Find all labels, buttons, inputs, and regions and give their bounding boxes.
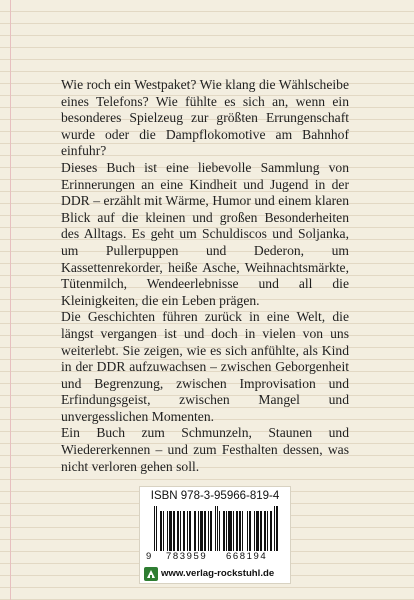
publisher-url: www.verlag-rockstuhl.de <box>161 568 275 579</box>
blurb-text <box>61 77 349 475</box>
barcode-left-digits: 783959 <box>166 551 208 562</box>
barcode-right-digits: 668194 <box>226 551 268 562</box>
publisher-line <box>144 566 288 581</box>
barcode-bar <box>276 506 277 551</box>
blurb-paragraph: Die Geschichten führen zurück in eine Welt, die längst vergangen ist und doch in vielen von uns weiterlebt. Sie zeigen, wie es sich anfühlte, als Kind in der DDR aufzuwachsen – zwischen Geborgenheit und Begrenzung, zwischen Improvisation und Erfindungsgeist, zwischen Mangel und unvergesslichen Momenten. <box>61 309 349 424</box>
blurb-paragraph: Ein Buch zum Schmunzeln, Staunen und Wiedererkennen – und zum Festhalten dessen, was nicht verloren gehen soll. <box>61 425 349 474</box>
barcode-first-digit: 9 <box>146 551 152 562</box>
barcode <box>154 506 280 551</box>
isbn-barcode-box <box>139 486 291 584</box>
blurb-paragraph: Dieses Buch ist eine liebevolle Sammlung von Erinnerungen an eine Kindheit und Jugend in der DDR – erzählt mit Wärme, Humor und einem klaren Blick auf die kleinen und großen Besonderheiten des Alltags. Es geht um Schuldiscos und Soljanka, um Pullerpuppen und Dederon, um Kassettenrekorder, heiße Asche, Weihnachtsmärkte, Tütenmilch, Wendeerlebnisse und all die Kleinigkeiten, die ein Leben prägen. <box>61 159 349 308</box>
blurb-paragraph: Wie roch ein Westpaket? Wie klang die Wählscheibe eines Telefons? Wie fühlte es sich an, wenn ein besonderes Spielzeug zur größten Errungenschaft wurde oder die Dampflokomotive am Bahnhof einfuhr? <box>61 77 349 159</box>
publisher-logo-icon <box>144 567 158 581</box>
isbn-label: ISBN 978-3-95966-819-4 <box>150 490 280 502</box>
